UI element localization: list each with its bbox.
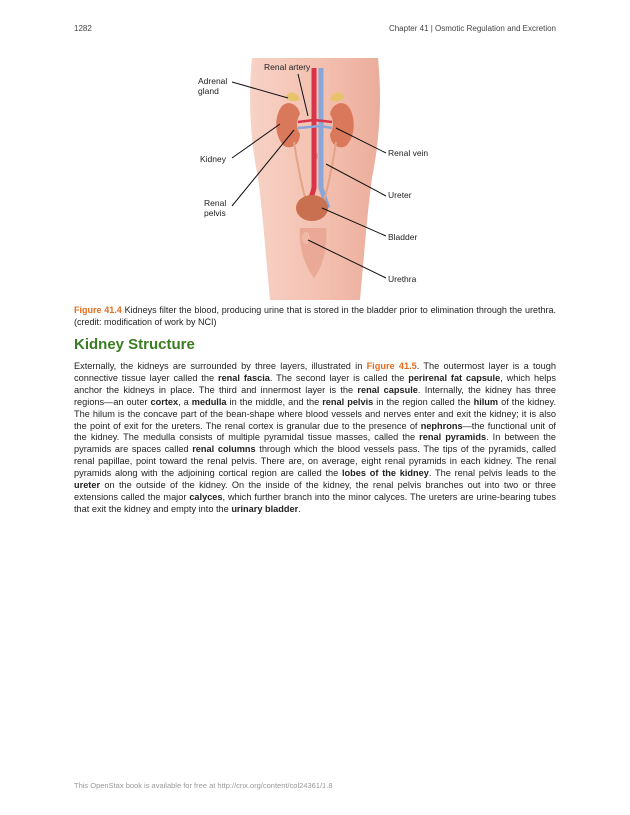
- text-run: on the outside of the kidney. On the inside of the kidney, the renal pelvis branches out into two or three extensions called the major: [74, 480, 556, 502]
- text-run: . The renal pelvis leads to the: [428, 468, 556, 479]
- key-term: cortex: [150, 396, 179, 407]
- key-term: renal columns: [192, 444, 256, 455]
- caption-text: Kidneys filter the blood, producing urine that is stored in the bladder prior to elimination through the urethra. (credit: modification of work by NCI): [74, 305, 556, 327]
- page-footer: This OpenStax book is available for free at http://cnx.org/content/col24361/1.8: [74, 781, 333, 790]
- text-run: in the middle, and the: [226, 396, 323, 407]
- text-run: . The second layer is called the: [269, 372, 409, 383]
- label-urethra: Urethra: [388, 274, 417, 284]
- label-adrenal-line1: Adrenal: [198, 76, 228, 86]
- urinary-system-illustration: [190, 58, 440, 300]
- label-renal-vein: Renal vein: [388, 148, 429, 158]
- label-renal-artery: Renal artery: [264, 62, 311, 72]
- key-term: perirenal fat capsule: [408, 372, 501, 383]
- label-renal-pelvis-line1: Renal: [204, 198, 227, 208]
- key-term: nephrons: [420, 420, 463, 431]
- label-bladder: Bladder: [388, 232, 418, 242]
- key-term: urinary bladder: [231, 503, 299, 514]
- text-run: —the functional unit of the kidney. The medulla consists of multiple pyramidal tissue masses, called the: [74, 420, 556, 443]
- text-run: of the kidney. The hilum is the concave part of the bean-shape where blood vessels and nerves enter and exit the kidney; it is also the point of exit for the ureters. The renal cortex is granular due to the presence of: [74, 396, 556, 431]
- text-run: . Internally, the kidney has three regions—an outer: [74, 384, 556, 407]
- key-term: renal fascia: [218, 372, 270, 383]
- key-term: renal pelvis: [322, 396, 374, 407]
- key-term: hilum: [473, 396, 499, 407]
- label-adrenal-line2: gland: [198, 86, 219, 96]
- page-number: 1282: [74, 24, 92, 33]
- section-heading: Kidney Structure: [74, 336, 195, 353]
- urethra-area: [302, 232, 310, 244]
- text-run: in the region called the: [373, 396, 474, 407]
- figure-caption: [74, 305, 556, 328]
- text-run: . In between the pyramids are spaces called: [74, 432, 556, 455]
- label-kidney: Kidney: [200, 154, 226, 164]
- key-term: medulla: [191, 396, 227, 407]
- body-paragraph: [74, 361, 556, 516]
- key-term: renal pyramids: [419, 432, 487, 443]
- text-run: Externally, the kidneys are surrounded by three layers, illustrated in: [74, 361, 367, 371]
- key-term: lobes of the kidney: [342, 468, 429, 479]
- text-run: , which helps anchor the kidneys in place. The third and innermost layer is the: [74, 372, 556, 395]
- label-renal-pelvis-line2: pelvis: [204, 208, 226, 218]
- figure-reference-link[interactable]: Figure 41.5: [366, 361, 417, 371]
- text-run: , which further branch into the minor calyces. The ureters are urine-bearing tubes that exit the kidney and empty into the: [74, 491, 557, 514]
- text-run: , a: [178, 396, 192, 407]
- key-term: renal capsule: [357, 384, 418, 395]
- key-term: calyces: [189, 491, 223, 502]
- text-run: . The outermost layer is a tough connective tissue layer called the: [74, 361, 556, 383]
- figure-number: Figure 41.4: [74, 305, 122, 315]
- kidney-figure: [190, 58, 440, 300]
- text-run: .: [298, 503, 301, 514]
- label-ureter: Ureter: [388, 190, 412, 200]
- text-run: through which the blood vessels pass. The tips of the pyramids, called renal papillae, point toward the renal pelvis. There are, on average, eight renal pyramids in each kidney. The renal pyramids along with the adjoining cortical region are called the: [74, 444, 557, 479]
- chapter-title: Chapter 41 | Osmotic Regulation and Excretion: [388, 24, 556, 33]
- key-term: ureter: [74, 480, 101, 491]
